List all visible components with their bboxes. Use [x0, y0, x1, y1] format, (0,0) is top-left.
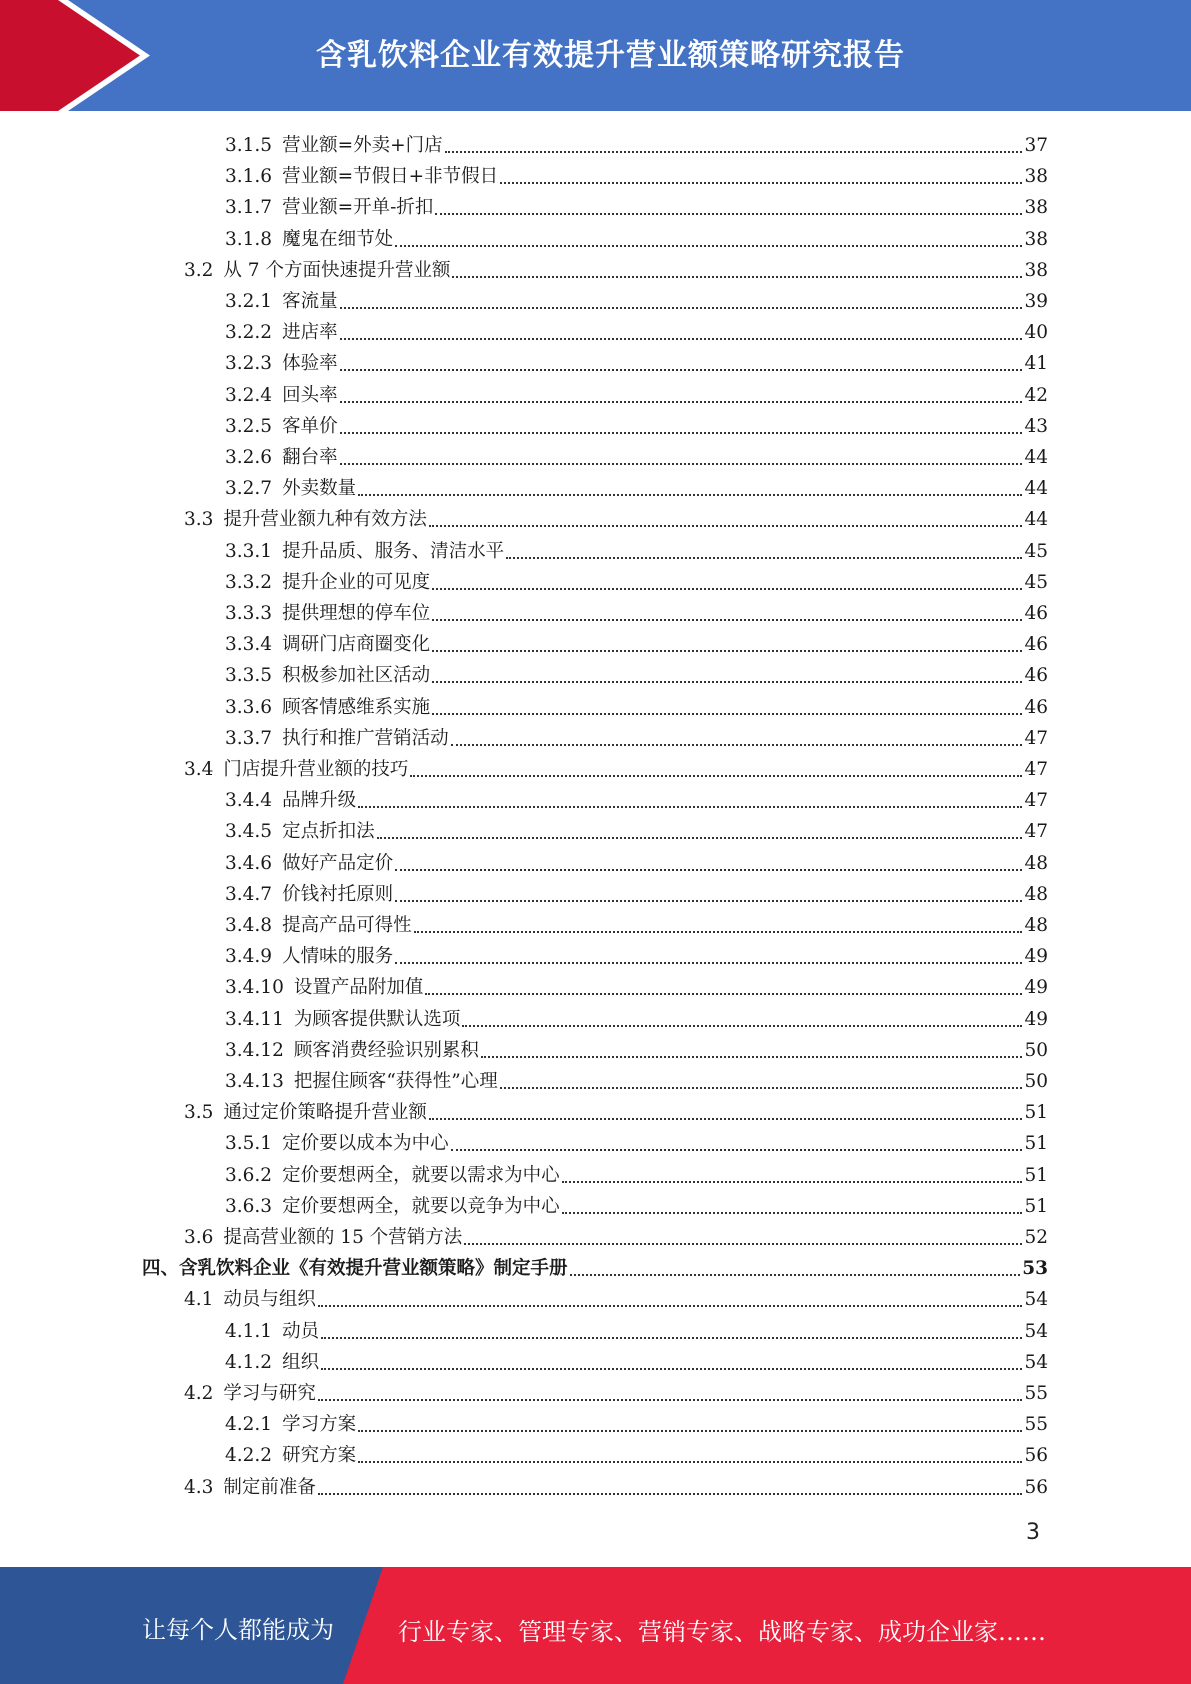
document-title: 含乳饮料企业有效提升营业额策略研究报告	[316, 38, 905, 73]
toc-entry-number: 3.1.6	[225, 166, 273, 188]
toc-entry[interactable]	[225, 690, 1048, 720]
toc-entry-number: 3.6	[184, 1227, 214, 1248]
toc-entry[interactable]	[184, 752, 1048, 782]
footer-slogan: 让每个人都能成为	[142, 1616, 334, 1644]
toc-entry[interactable]	[225, 721, 1048, 751]
toc-entry-title: 客单价	[282, 415, 338, 437]
toc-leader-dots	[358, 494, 1022, 496]
toc-entry-number: 3.3.4	[225, 634, 273, 656]
toc-entry[interactable]	[225, 658, 1048, 688]
toc-entry[interactable]	[225, 128, 1048, 158]
toc-leader-dots	[318, 1399, 1023, 1401]
toc-entry[interactable]	[225, 190, 1048, 220]
toc-entry-page: 38	[1024, 259, 1048, 281]
toc-entry-title: 提高产品可得性	[282, 915, 412, 936]
toc-leader-dots	[445, 151, 1023, 153]
toc-entry[interactable]	[184, 1376, 1048, 1406]
toc-entry[interactable]	[225, 315, 1048, 345]
toc-entry-number: 4.2.2	[225, 1445, 273, 1467]
toc-entry[interactable]	[225, 970, 1048, 1000]
toc-entry-number: 3.3	[184, 509, 214, 531]
footer-banner	[0, 1567, 1191, 1684]
toc-entry-title: 门店提升营业额的技巧	[223, 759, 409, 780]
toc-entry-page: 43	[1024, 415, 1048, 437]
toc-entry-number: 4.1.1	[225, 1320, 273, 1342]
toc-leader-dots	[500, 1087, 1023, 1089]
toc-leader-dots	[358, 1461, 1022, 1463]
toc-entry-page: 51	[1024, 1102, 1048, 1124]
toc-entry-number: 3.4.8	[225, 915, 273, 936]
toc-entry-number: 3.2.3	[225, 353, 273, 375]
toc-entry-page: 54	[1024, 1351, 1048, 1373]
toc-entry[interactable]	[225, 534, 1048, 564]
toc-leader-dots	[340, 307, 1023, 309]
toc-entry[interactable]	[225, 1189, 1048, 1219]
toc-entry-number: 3.4.12	[225, 1039, 284, 1061]
page-number: 3	[1026, 1520, 1040, 1545]
toc-entry[interactable]	[225, 409, 1048, 439]
toc-entry-number: 3.1.7	[225, 197, 273, 219]
toc-entry[interactable]	[225, 1158, 1048, 1188]
toc-entry[interactable]	[184, 1470, 1048, 1500]
toc-entry[interactable]	[225, 1126, 1048, 1156]
toc-entry[interactable]	[142, 1251, 1048, 1281]
toc-entry[interactable]	[225, 1314, 1048, 1344]
toc-leader-dots	[340, 401, 1023, 403]
toc-entry-title: 学习与研究	[223, 1383, 316, 1404]
toc-entry-number: 3.3.3	[225, 603, 273, 624]
toc-entry-title: 提高营业额的 15 个营销方法	[223, 1227, 463, 1248]
toc-entry[interactable]	[225, 1033, 1048, 1063]
toc-entry-number: 3.4.13	[225, 1071, 284, 1092]
toc-entry-number: 3.2.7	[225, 478, 273, 500]
toc-entry-title: 通过定价策略提升营业额	[223, 1102, 427, 1124]
toc-entry-title: 营业额=外卖+门店	[282, 135, 443, 156]
toc-entry-page: 51	[1024, 1164, 1048, 1186]
toc-entry-title: 学习方案	[282, 1414, 357, 1436]
toc-entry[interactable]	[225, 939, 1048, 969]
toc-leader-dots	[395, 900, 1022, 902]
toc-entry-page: 47	[1024, 790, 1048, 812]
toc-entry-title: 价钱衬托原则	[282, 883, 394, 905]
toc-entry[interactable]	[225, 1345, 1048, 1375]
toc-leader-dots	[462, 1025, 1022, 1027]
toc-entry-number: 3.1.5	[225, 135, 273, 156]
toc-entry-title: 回头率	[282, 384, 338, 406]
toc-entry[interactable]	[225, 814, 1048, 844]
toc-leader-dots	[432, 619, 1022, 621]
toc-entry-title: 提供理想的停车位	[282, 603, 431, 624]
toc-leader-dots	[395, 245, 1022, 247]
toc-entry-page: 51	[1024, 1195, 1048, 1217]
toc-entry-title: 组织	[282, 1351, 320, 1373]
toc-entry-title: 翻台率	[282, 447, 338, 468]
toc-leader-dots	[340, 369, 1023, 371]
toc-entry-title: 积极参加社区活动	[282, 665, 431, 687]
toc-leader-dots	[318, 1493, 1023, 1495]
toc-entry-title: 人情味的服务	[282, 946, 394, 968]
toc-entry-number: 3.4.5	[225, 821, 273, 843]
toc-entry-page: 49	[1024, 977, 1048, 999]
toc-entry-page: 52	[1024, 1227, 1048, 1248]
toc-entry-title: 为顾客提供默认选项	[293, 1008, 461, 1030]
toc-entry-title: 定价要想两全，就要以需求为中心	[282, 1164, 560, 1186]
header-banner	[0, 0, 1191, 111]
toc-leader-dots	[377, 837, 1023, 839]
toc-leader-dots	[464, 1243, 1022, 1245]
footer-roles: 行业专家、管理专家、营销专家、战略专家、成功企业家……	[398, 1618, 1046, 1646]
toc-entry[interactable]	[225, 565, 1048, 595]
toc-entry-page: 44	[1024, 509, 1048, 531]
toc-entry-title: 客流量	[282, 291, 338, 312]
toc-leader-dots	[562, 1181, 1023, 1183]
toc-entry[interactable]	[184, 1220, 1048, 1250]
toc-entry[interactable]	[184, 1095, 1048, 1125]
toc-leader-dots	[321, 1337, 1022, 1339]
toc-entry-title: 提升企业的可见度	[282, 571, 431, 593]
toc-entry-title: 体验率	[282, 353, 338, 375]
toc-leader-dots	[452, 276, 1022, 278]
toc-leader-dots	[358, 1430, 1022, 1432]
toc-entry[interactable]	[225, 1002, 1048, 1032]
toc-entry-number: 3.2.5	[225, 415, 273, 437]
toc-entry-title: 执行和推广营销活动	[282, 727, 449, 749]
toc-entry-number: 3.4.11	[225, 1008, 284, 1030]
toc-entry-number: 3.4.7	[225, 883, 273, 905]
toc-entry-number: 3.5.1	[225, 1133, 273, 1155]
toc-entry-number: 3.3.1	[225, 540, 273, 562]
toc-entry-page: 46	[1024, 696, 1048, 718]
toc-entry-number: 3.6.2	[225, 1164, 273, 1186]
toc-entry-page: 40	[1024, 322, 1048, 344]
toc-leader-dots	[570, 1274, 1021, 1276]
toc-entry[interactable]	[184, 253, 1048, 283]
toc-entry-number: 3.1.8	[225, 228, 273, 250]
toc-entry[interactable]	[225, 378, 1048, 408]
toc-entry[interactable]	[225, 877, 1048, 907]
toc-entry-title: 魔鬼在细节处	[282, 228, 394, 250]
toc-entry-number: 4.1	[184, 1289, 214, 1311]
toc-leader-dots	[432, 681, 1022, 683]
toc-entry[interactable]	[225, 846, 1048, 876]
toc-entry-page: 56	[1024, 1445, 1048, 1467]
toc-entry-page: 55	[1024, 1414, 1048, 1436]
toc-leader-dots	[395, 962, 1022, 964]
toc-entry-number: 3.2.4	[225, 384, 273, 406]
toc-entry-number: 4.3	[184, 1476, 214, 1498]
toc-entry-number: 3.4.6	[225, 852, 273, 874]
toc-entry-page: 45	[1024, 540, 1048, 562]
toc-entry-page: 47	[1024, 821, 1048, 843]
toc-entry[interactable]	[225, 346, 1048, 376]
toc-leader-dots	[451, 744, 1023, 746]
toc-entry-page: 47	[1024, 727, 1048, 749]
toc-entry-page: 53	[1022, 1258, 1048, 1280]
toc-leader-dots	[435, 213, 1022, 215]
toc-entry-title: 外卖数量	[282, 478, 357, 500]
toc-entry-page: 54	[1024, 1320, 1048, 1342]
toc-entry-page: 56	[1024, 1476, 1048, 1498]
toc-leader-dots	[340, 338, 1023, 340]
toc-entry[interactable]	[225, 1407, 1048, 1437]
toc-entry-title: 定点折扣法	[282, 821, 375, 843]
toc-entry-number: 3.5	[184, 1102, 214, 1124]
toc-entry-number: 3.4.10	[225, 977, 284, 999]
toc-entry[interactable]	[225, 222, 1048, 252]
toc-leader-dots	[429, 1118, 1023, 1120]
toc-entry-title: 顾客情感维系实施	[282, 696, 431, 718]
toc-entry-page: 51	[1024, 1133, 1048, 1155]
toc-entry-number: 3.3.6	[225, 696, 273, 718]
toc-entry[interactable]	[225, 627, 1048, 657]
toc-entry-title: 顾客消费经验识别累积	[293, 1039, 479, 1061]
toc-entry-number: 3.2	[184, 259, 214, 281]
toc-entry-title: 营业额=开单-折扣	[282, 197, 434, 219]
toc-leader-dots	[414, 931, 1023, 933]
toc-entry-title: 提升营业额九种有效方法	[223, 509, 427, 531]
toc-leader-dots	[395, 869, 1022, 871]
toc-leader-dots	[506, 557, 1022, 559]
toc-entry-title: 进店率	[282, 322, 338, 344]
toc-entry[interactable]	[184, 502, 1048, 532]
toc-entry-number: 3.2.6	[225, 447, 273, 468]
toc-entry-title: 四、含乳饮料企业《有效提升营业额策略》制定手册	[142, 1258, 568, 1280]
toc-entry-title: 动员	[282, 1320, 320, 1342]
toc-entry-page: 39	[1024, 291, 1048, 312]
toc-entry-number: 3.3.5	[225, 665, 273, 687]
toc-entry-number: 4.1.2	[225, 1351, 273, 1373]
toc-entry[interactable]	[225, 1438, 1048, 1468]
toc-entry-title: 营业额=节假日+非节假日	[282, 166, 499, 188]
toc-entry-page: 50	[1024, 1071, 1048, 1092]
toc-entry-number: 3.3.7	[225, 727, 273, 749]
toc-entry-page: 44	[1024, 478, 1048, 500]
toc-entry-page: 38	[1024, 166, 1048, 188]
toc-entry-number: 3.6.3	[225, 1195, 273, 1217]
toc-entry-title: 定价要想两全，就要以竞争为中心	[282, 1195, 560, 1217]
toc-entry-page: 46	[1024, 603, 1048, 624]
toc-leader-dots	[432, 588, 1022, 590]
toc-leader-dots	[481, 1056, 1023, 1058]
toc-entry-page: 38	[1024, 228, 1048, 250]
toc-entry[interactable]	[225, 596, 1048, 626]
toc-entry-page: 54	[1024, 1289, 1048, 1311]
toc-leader-dots	[432, 713, 1022, 715]
toc-entry-title: 品牌升级	[282, 790, 357, 812]
toc-leader-dots	[358, 806, 1022, 808]
toc-entry-number: 3.2.2	[225, 322, 273, 344]
toc-entry-page: 49	[1024, 946, 1048, 968]
toc-entry-title: 研究方案	[282, 1445, 357, 1467]
toc-leader-dots	[429, 525, 1023, 527]
toc-entry-page: 42	[1024, 384, 1048, 406]
toc-entry-number: 3.4.4	[225, 790, 273, 812]
toc-leader-dots	[451, 1149, 1023, 1151]
toc-entry[interactable]	[225, 471, 1048, 501]
toc-entry-page: 48	[1024, 915, 1048, 936]
toc-entry-title: 动员与组织	[223, 1289, 316, 1311]
toc-entry-page: 46	[1024, 634, 1048, 656]
toc-leader-dots	[340, 432, 1023, 434]
toc-entry-number: 4.2	[184, 1383, 214, 1404]
toc-entry-number: 3.3.2	[225, 571, 273, 593]
toc-entry[interactable]	[225, 159, 1048, 189]
toc-entry-title: 做好产品定价	[282, 852, 394, 874]
toc-entry[interactable]	[225, 440, 1048, 470]
toc-leader-dots	[425, 993, 1022, 995]
toc-entry-page: 50	[1024, 1039, 1048, 1061]
toc-leader-dots	[562, 1212, 1023, 1214]
toc-entry-number: 4.2.1	[225, 1414, 273, 1436]
toc-entry-page: 46	[1024, 665, 1048, 687]
toc-entry-page: 47	[1024, 759, 1048, 780]
toc-entry-page: 55	[1024, 1383, 1048, 1404]
toc-leader-dots	[318, 1305, 1023, 1307]
toc-entry-page: 48	[1024, 852, 1048, 874]
toc-entry-title: 调研门店商圈变化	[282, 634, 431, 656]
toc-entry-title: 把握住顾客“获得性”心理	[293, 1071, 498, 1092]
toc-entry-page: 44	[1024, 447, 1048, 468]
toc-entry[interactable]	[225, 1064, 1048, 1094]
toc-entry-number: 3.4	[184, 759, 214, 780]
toc-entry-title: 从 7 个方面快速提升营业额	[223, 259, 451, 281]
toc-entry-page: 49	[1024, 1008, 1048, 1030]
toc-entry[interactable]	[184, 1282, 1048, 1312]
toc-entry-title: 制定前准备	[223, 1476, 316, 1498]
toc-entry[interactable]	[225, 783, 1048, 813]
toc-entry-title: 定价要以成本为中心	[282, 1133, 449, 1155]
toc-entry[interactable]	[225, 284, 1048, 314]
toc-entry-page: 37	[1024, 135, 1048, 156]
toc-entry-title: 提升品质、服务、清洁水平	[282, 540, 505, 562]
toc-entry-page: 45	[1024, 571, 1048, 593]
toc-entry-page: 38	[1024, 197, 1048, 219]
toc-entry-number: 3.4.9	[225, 946, 273, 968]
toc-leader-dots	[321, 1368, 1022, 1370]
toc-entry-number: 3.2.1	[225, 291, 273, 312]
toc-entry-page: 48	[1024, 883, 1048, 905]
toc-leader-dots	[500, 182, 1022, 184]
toc-leader-dots	[432, 650, 1022, 652]
toc-entry[interactable]	[225, 908, 1048, 938]
toc-entry-title: 设置产品附加值	[293, 977, 424, 999]
toc-entry-page: 41	[1024, 353, 1048, 375]
toc-leader-dots	[340, 463, 1023, 465]
toc-leader-dots	[410, 775, 1022, 777]
